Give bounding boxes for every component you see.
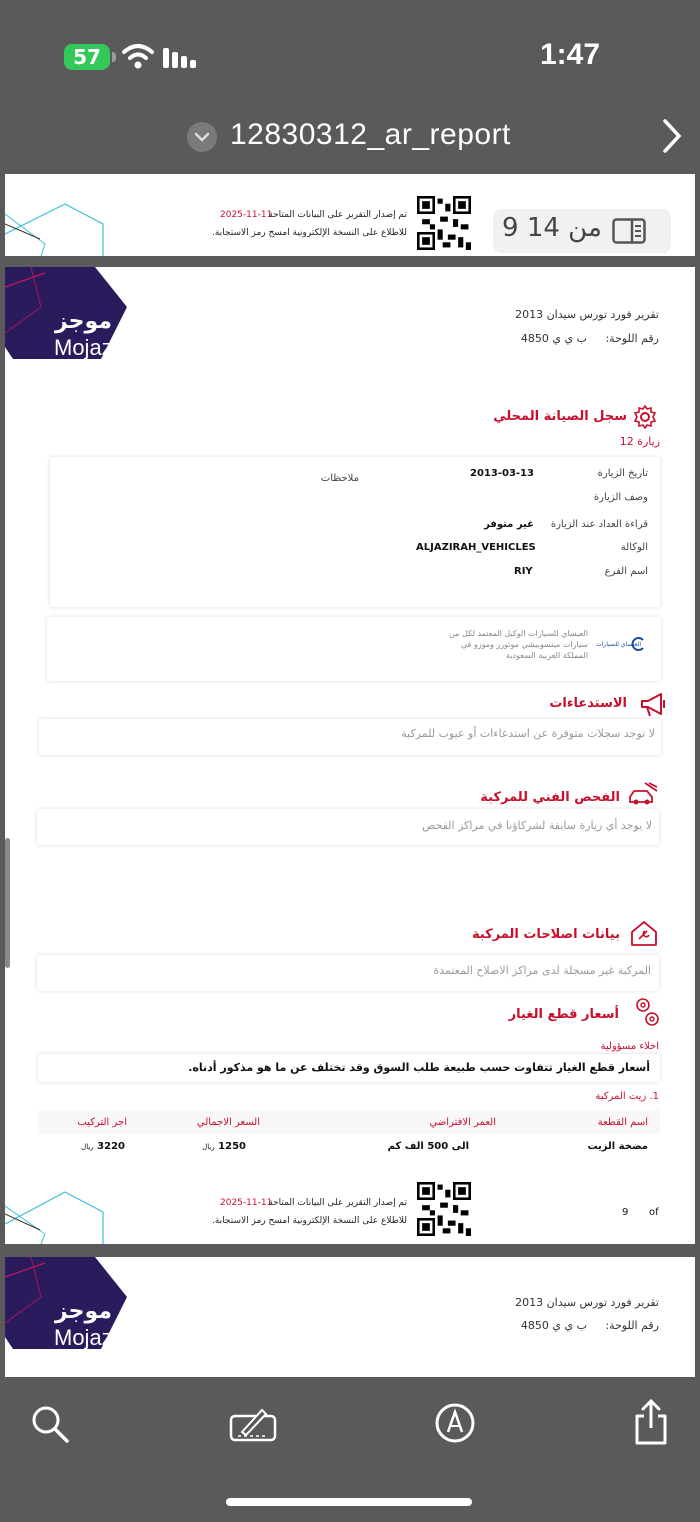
decorative-lines xyxy=(5,1184,115,1244)
battery-tip xyxy=(112,52,116,62)
part-price-value: 1250 xyxy=(218,1141,246,1152)
parts-category: 1. زيت المركبة xyxy=(595,1091,659,1102)
sidebar-icon[interactable] xyxy=(612,218,646,244)
house-repair-icon xyxy=(629,919,659,947)
dealer-line-3: المملكة العربية السعودية xyxy=(505,651,588,660)
col-lifetime: العمر الافتراضي xyxy=(429,1117,496,1128)
gear-icon xyxy=(633,405,657,429)
col-labor: اجر التركيب xyxy=(77,1117,127,1128)
report-title: تقرير فورد تورس سيدان 2013 xyxy=(515,308,659,321)
logo-text-ar: موجز xyxy=(55,309,112,334)
plate-label: رقم اللوحة: xyxy=(605,1319,659,1332)
decorative-lines xyxy=(5,174,115,256)
qr-code[interactable] xyxy=(417,196,471,250)
part-price-currency: ريال xyxy=(202,1143,215,1151)
logo-text-en: Mojaz xyxy=(54,335,113,360)
gears-icon xyxy=(633,995,661,1029)
part-name: مضخة الزيت xyxy=(587,1141,648,1152)
footer-of-label: of xyxy=(649,1207,659,1218)
part-labor xyxy=(81,1141,125,1152)
share-icon[interactable] xyxy=(632,1398,670,1446)
footer-line-2: للاطلاع على النسخة الإلكترونية امسح رمز الاستجابة. xyxy=(212,1216,407,1226)
parts-table-header xyxy=(38,1110,660,1134)
col-part-name: اسم القطعة xyxy=(597,1117,648,1128)
clock: 1:47 xyxy=(540,38,601,71)
plate-label: رقم اللوحة: xyxy=(605,332,659,345)
repairs-title: بيانات اصلاحات المركبة xyxy=(471,927,620,942)
logo-text-ar: موجز xyxy=(55,1299,112,1324)
qr-code[interactable] xyxy=(417,1182,471,1236)
part-labor-currency: ريال xyxy=(81,1143,94,1151)
footer-date: 2025-11-11 xyxy=(220,1198,273,1208)
home-indicator[interactable] xyxy=(226,1498,472,1506)
battery-level: 57 xyxy=(73,45,101,69)
markup-icon[interactable] xyxy=(228,1404,278,1444)
dealer-line-2: سيارات ميتسوبيشي موتورز وموزو في xyxy=(460,640,588,649)
title-menu-button[interactable] xyxy=(187,122,217,152)
logo-text-en: Mojaz xyxy=(54,1325,113,1350)
chevron-down-icon xyxy=(187,122,217,152)
plate-value: ب ي ي 4850 xyxy=(520,332,587,345)
col-total-price: السعر الاجمالي xyxy=(196,1117,260,1128)
inspection-note: لا يوجد أي زيارة سابقة لشركاؤنا في مراكز الفحص xyxy=(422,819,652,832)
annotate-pen-icon[interactable] xyxy=(434,1402,476,1444)
branch-value: RIY xyxy=(514,566,533,577)
part-price xyxy=(202,1141,246,1152)
dealer-logo-text: العيساي للسيارات xyxy=(595,641,641,648)
footer-line-1: تم إصدار التقرير على البيانات المتاحة xyxy=(268,210,407,220)
pdf-page-next xyxy=(5,1257,695,1377)
visit-date-label: تاريخ الزيارة xyxy=(597,468,648,479)
disclaimer-label: اخلاء مسؤولية xyxy=(600,1041,659,1052)
battery-indicator xyxy=(64,44,110,70)
footer-date: 2025-11-11 xyxy=(220,210,273,220)
parts-title: أسعار قطع الغيار xyxy=(508,1007,619,1022)
notes-label: ملاحظات xyxy=(320,473,359,484)
page-indicator-text: 9 من 14 xyxy=(502,213,602,243)
scroll-indicator[interactable] xyxy=(5,838,10,968)
footer-line-1: تم إصدار التقرير على البيانات المتاحة xyxy=(268,1198,407,1208)
dealer-line-1: العيساي للسيارات الوكيل المعتمد لكل من xyxy=(449,629,588,638)
part-labor-value: 3220 xyxy=(97,1141,125,1152)
footer-page-number: 9 xyxy=(622,1207,629,1218)
odometer-label: قراءة العداد عند الزيارة xyxy=(550,519,648,530)
agency-label: الوكالة xyxy=(620,542,648,553)
branch-label: اسم الفرع xyxy=(604,566,648,577)
megaphone-icon xyxy=(639,692,667,718)
odometer-value: غير متوفر xyxy=(484,519,534,530)
document-title[interactable]: 12830312_ar_report xyxy=(230,118,511,151)
inspection-title: الفحص الفني للمركبة xyxy=(480,790,620,805)
report-title: تقرير فورد تورس سيدان 2013 xyxy=(515,1296,659,1309)
visit-label: زيارة 12 xyxy=(619,435,660,448)
signal-icon xyxy=(162,44,198,70)
dealer-card xyxy=(47,617,661,681)
agency-value: ALJAZIRAH_VEHICLES xyxy=(416,542,536,553)
pdf-page-current xyxy=(5,267,695,1244)
repairs-note: المركبة غير مسجلة لدى مراكز الاصلاح المعتمدة xyxy=(433,964,651,977)
search-icon[interactable] xyxy=(30,1404,70,1444)
wifi-icon xyxy=(122,42,154,70)
plate-value: ب ي ي 4850 xyxy=(520,1319,587,1332)
visit-date-value: 2013-03-13 xyxy=(470,468,534,479)
car-inspection-icon xyxy=(627,781,659,807)
disclaimer-text: أسعار قطع الغيار تتفاوت حسب طبيعة طلب السوق وقد تختلف عن ما هو مذكور أدناه. xyxy=(188,1061,650,1074)
visit-desc-label: وصف الزيارة xyxy=(593,492,648,503)
recalls-title: الاستدعاءات xyxy=(549,696,627,711)
maintenance-title: سجل الصيانة المحلي xyxy=(493,409,627,424)
footer-line-2: للاطلاع على النسخة الإلكترونية امسح رمز الاستجابة. xyxy=(212,228,407,238)
recalls-note: لا توجد سجلات متوفرة عن استدعاءات أو عيوب للمركبة xyxy=(401,727,655,740)
part-lifetime: الى 500 الف كم xyxy=(387,1141,469,1152)
chevron-right-icon[interactable] xyxy=(660,118,684,154)
